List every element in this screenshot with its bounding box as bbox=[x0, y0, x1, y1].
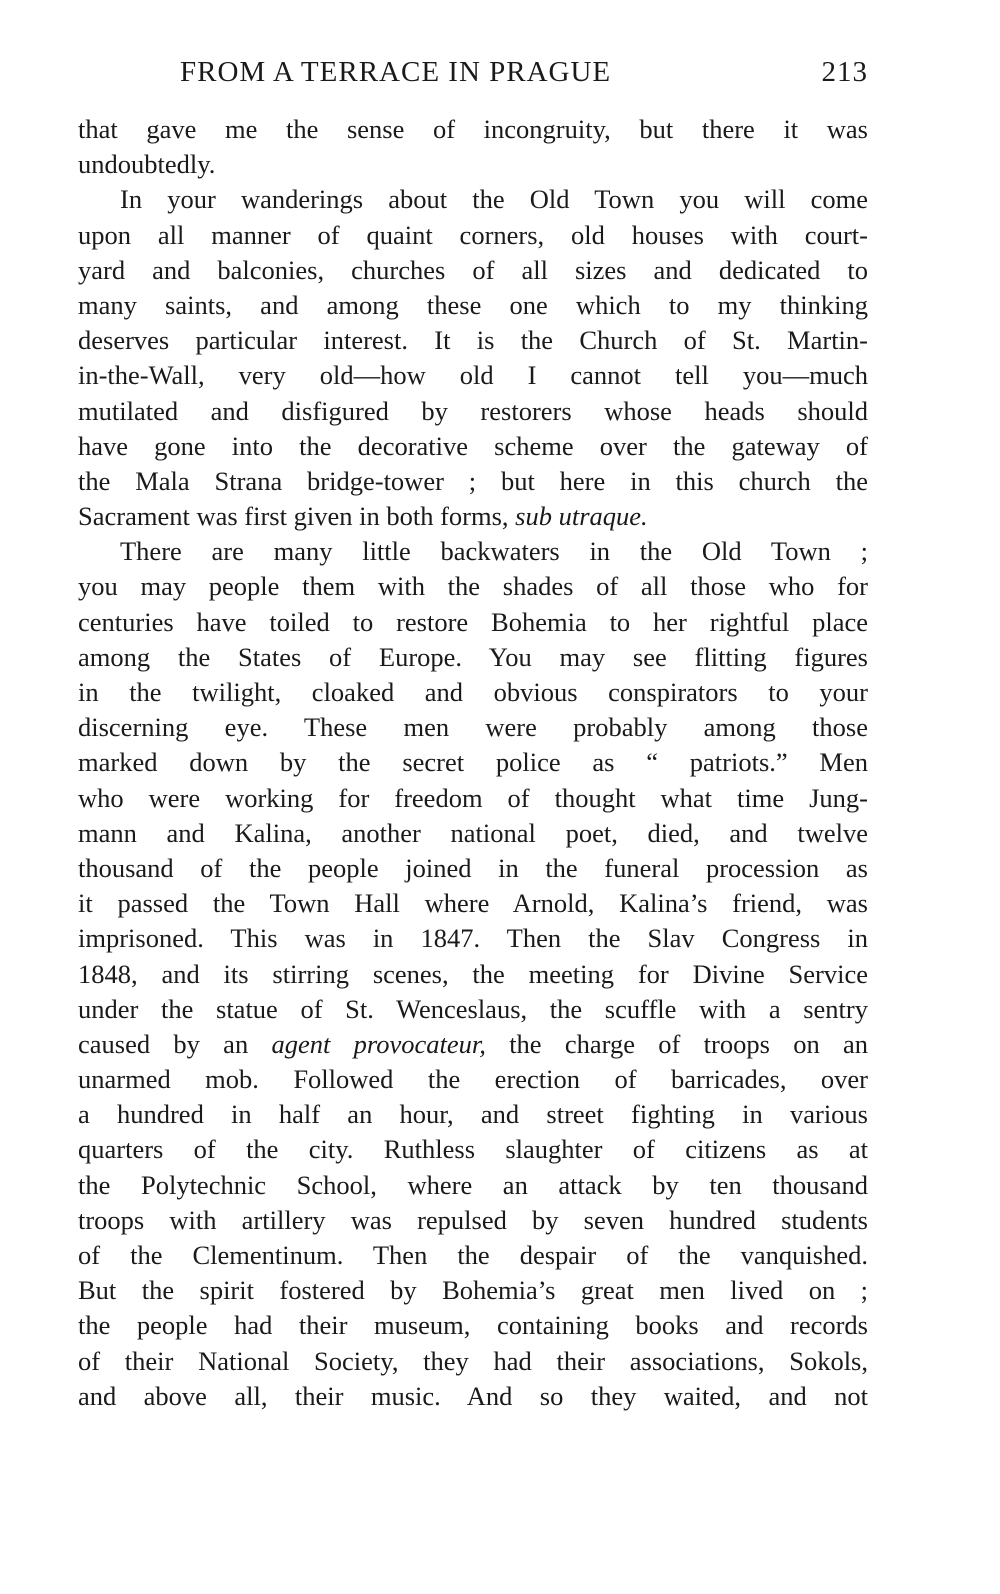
text-segment: unarmed mob. Followed the erection of barricades, over bbox=[78, 1064, 868, 1095]
text-segment: the people had their museum, containing books and records bbox=[78, 1310, 868, 1341]
text-segment: of their National Society, they had their associations, Sokols, bbox=[78, 1345, 868, 1376]
page-number: 213 bbox=[821, 56, 868, 88]
text-line bbox=[78, 569, 868, 604]
text-segment: the charge of troops on an bbox=[485, 1028, 869, 1059]
running-head bbox=[180, 56, 868, 96]
text-segment: In your wanderings about the Old Town you will come bbox=[120, 184, 868, 215]
text-line bbox=[78, 499, 868, 534]
text-line bbox=[78, 534, 868, 569]
text-segment: in-the-Wall, very old—how old I cannot tell you—much bbox=[78, 360, 868, 391]
text-segment: it passed the Town Hall where Arnold, Kalina’s friend, was bbox=[78, 888, 868, 919]
text-line bbox=[78, 957, 868, 992]
text-line bbox=[78, 781, 868, 816]
text-segment: 1848, and its stirring scenes, the meeting for Divine Service bbox=[78, 958, 868, 989]
text-segment: upon all manner of quaint corners, old houses with court- bbox=[78, 219, 868, 250]
italic-text: sub utraque. bbox=[515, 501, 648, 532]
text-segment: of the Clementinum. Then the despair of the vanquished. bbox=[78, 1240, 868, 1270]
text-segment: caused by an bbox=[78, 1028, 272, 1059]
text-segment: quarters of the city. Ruthless slaughter of citizens as at bbox=[78, 1134, 868, 1165]
text-line bbox=[78, 1379, 868, 1414]
text-segment: the Polytechnic School, where an attack by ten thousand bbox=[78, 1169, 868, 1200]
text-line bbox=[78, 816, 868, 851]
text-line bbox=[78, 921, 868, 956]
text-segment: thousand of the people joined in the funeral procession as bbox=[78, 852, 868, 883]
text-line bbox=[78, 323, 868, 358]
text-segment: the Mala Strana bridge-tower ; but here in this church the bbox=[78, 465, 868, 496]
text-segment: discerning eye. These men were probably among those bbox=[78, 712, 868, 743]
text-segment: mutilated and disfigured by restorers whose heads should bbox=[78, 395, 868, 426]
text-line bbox=[78, 640, 868, 675]
text-segment: There are many little backwaters in the Old Town ; bbox=[120, 536, 868, 567]
text-line bbox=[78, 851, 868, 886]
text-line bbox=[78, 1308, 868, 1343]
text-segment: undoubtedly. bbox=[78, 149, 216, 180]
text-line bbox=[78, 1132, 868, 1167]
italic-text: agent provocateur, bbox=[271, 1028, 486, 1059]
text-segment: under the statue of St. Wenceslaus, the scuffle with a sentry bbox=[78, 993, 868, 1024]
text-segment: many saints, and among these one which to my thinking bbox=[78, 289, 868, 320]
text-line bbox=[78, 1203, 868, 1238]
text-segment: and above all, their music. And so they waited, and not bbox=[78, 1380, 868, 1411]
text-line bbox=[78, 1168, 868, 1203]
text-line bbox=[78, 605, 868, 640]
text-line bbox=[78, 182, 868, 217]
body-text bbox=[78, 112, 868, 1414]
text-line bbox=[78, 112, 868, 147]
text-line bbox=[78, 288, 868, 323]
text-line bbox=[78, 1027, 868, 1062]
text-segment: troops with artillery was repulsed by seven hundred students bbox=[78, 1204, 868, 1235]
text-segment: mann and Kalina, another national poet, died, and twelve bbox=[78, 817, 868, 848]
text-line bbox=[78, 992, 868, 1027]
text-line bbox=[78, 1238, 868, 1273]
text-line bbox=[78, 218, 868, 253]
text-line bbox=[78, 1273, 868, 1308]
text-segment: you may people them with the shades of all those who for bbox=[78, 571, 868, 602]
text-line bbox=[78, 358, 868, 393]
text-segment: have gone into the decorative scheme over the gateway of bbox=[78, 430, 868, 461]
text-segment: deserves particular interest. It is the Church of St. Martin- bbox=[78, 325, 868, 356]
text-line bbox=[78, 429, 868, 464]
text-line bbox=[78, 886, 868, 921]
text-segment: in the twilight, cloaked and obvious conspirators to your bbox=[78, 677, 868, 707]
text-segment: marked down by the secret police as “ patriots.” Men bbox=[78, 747, 868, 778]
text-line bbox=[78, 464, 868, 499]
text-segment: But the spirit fostered by Bohemia’s great men lived on ; bbox=[78, 1275, 868, 1306]
text-segment: centuries have toiled to restore Bohemia to her rightful place bbox=[78, 606, 868, 637]
text-line bbox=[78, 147, 868, 182]
text-segment: that gave me the sense of incongruity, but there it was bbox=[78, 114, 868, 144]
text-segment: who were working for freedom of thought what time Jung- bbox=[78, 782, 868, 813]
text-segment: Sacrament was first given in both forms, bbox=[78, 501, 516, 532]
text-line bbox=[78, 1097, 868, 1132]
text-segment: a hundred in half an hour, and street fighting in various bbox=[78, 1099, 868, 1130]
running-title: FROM A TERRACE IN PRAGUE bbox=[180, 56, 612, 88]
text-line bbox=[78, 710, 868, 745]
text-line bbox=[78, 394, 868, 429]
text-segment: among the States of Europe. You may see flitting figures bbox=[78, 641, 868, 672]
text-segment: imprisoned. This was in 1847. Then the Slav Congress in bbox=[78, 923, 868, 954]
text-segment: yard and balconies, churches of all sizes and dedicated to bbox=[78, 254, 868, 285]
text-line bbox=[78, 1344, 868, 1379]
text-line bbox=[78, 675, 868, 710]
text-line bbox=[78, 745, 868, 780]
text-line bbox=[78, 1062, 868, 1097]
text-line bbox=[78, 253, 868, 288]
